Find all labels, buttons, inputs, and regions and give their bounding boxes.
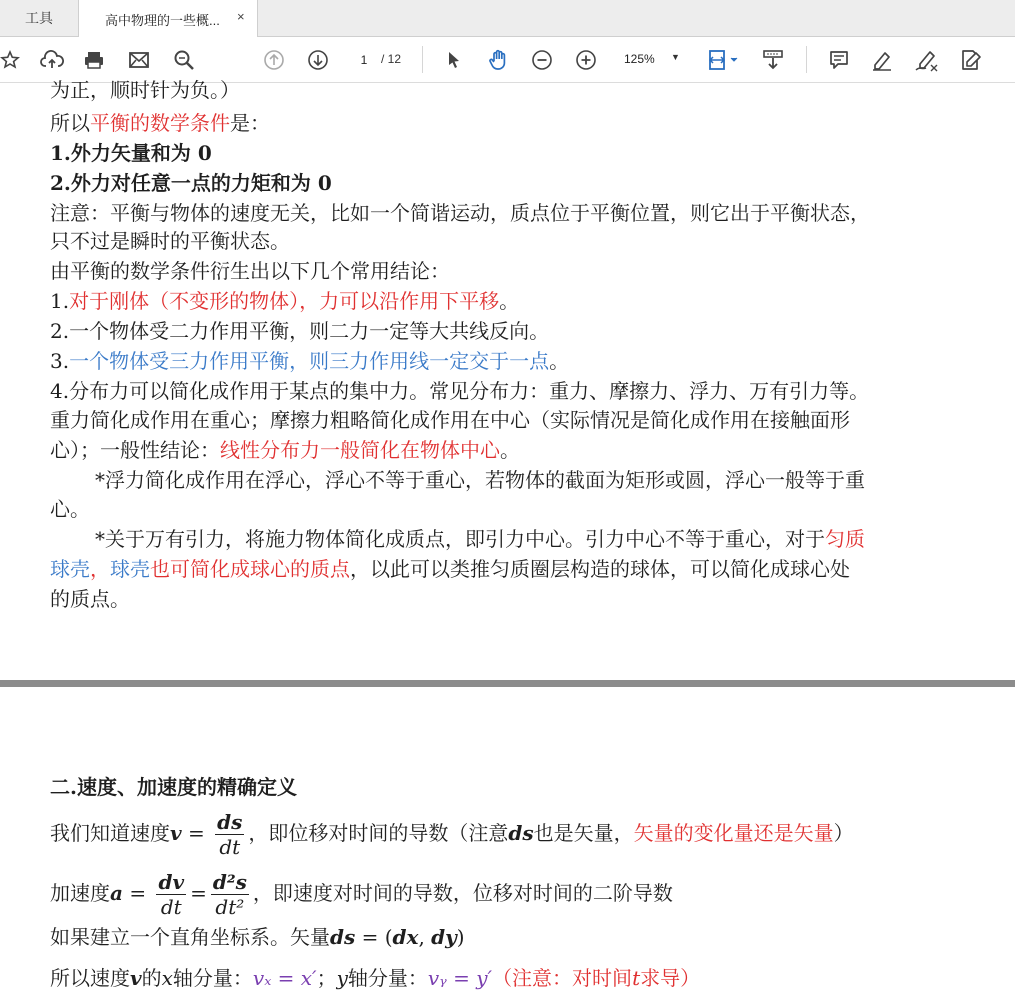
star-icon[interactable] (0, 37, 20, 82)
page-separator (0, 680, 1015, 687)
doc-line (50, 865, 673, 921)
page-total: / 12 (381, 52, 402, 66)
toolbar-divider (806, 46, 807, 73)
math-symbol: a (110, 881, 123, 905)
math-symbol: dy (431, 925, 457, 949)
doc-line: 由平衡的数学条件衍生出以下几个常用结论： (50, 259, 450, 283)
text-span: = (122, 881, 147, 905)
highlight-red: 矢量的变化量还是矢量 (633, 821, 834, 845)
doc-line (50, 805, 854, 861)
math-symbol: t (632, 966, 641, 990)
doc-line: 2.一个物体受二力作用平衡，则二力一定等大共线反向。 (50, 319, 550, 343)
doc-line: 1.外力矢量和为 0 (50, 141, 212, 165)
fraction (215, 810, 244, 859)
text-span: = (181, 821, 205, 845)
highlight-blue: 球壳 (50, 557, 90, 581)
text-span: ） (833, 821, 854, 845)
text-span: ； (316, 966, 337, 990)
doc-line (95, 524, 865, 554)
text-span: ，即速度对时间的导数，位移对时间的二阶导数 (252, 881, 673, 905)
doc-line: 注意：平衡与物体的速度无关，比如一个简谐运动，质点位于平衡位置，则它出于平衡状态， (50, 201, 870, 225)
text-span: 所以速度 (50, 966, 130, 990)
highlight-red: ， (90, 557, 110, 581)
text-span: 如果建立一个直角坐标系。矢量 (50, 925, 330, 949)
math-symbol: y (336, 966, 348, 990)
fraction-numerator: ds (217, 810, 243, 834)
text-span: 是： (230, 111, 270, 135)
document-view[interactable] (0, 78, 1015, 990)
math-symbol: dx (392, 925, 419, 949)
math-symbol: ds (508, 821, 534, 845)
highlight-red: 也可简化成球心的质点 (150, 557, 350, 581)
text-span: = (190, 881, 207, 905)
highlight-red: 求导） (640, 966, 701, 990)
highlight-blue: 一个物体受三力作用平衡，则三力作用线一定交于一点 (69, 349, 550, 373)
tab-document[interactable] (79, 0, 258, 37)
text-span: 所以 (50, 111, 90, 135)
doc-line: 为正，顺时针为负。） (50, 78, 240, 102)
fraction-denominator: dt (219, 835, 241, 859)
math-symbol: v (170, 821, 182, 845)
section-heading: 二.速度、加速度的精确定义 (50, 775, 297, 799)
fraction (211, 870, 249, 919)
text-span: 我们知道速度 (50, 821, 170, 845)
highlight-red: 平衡的数学条件 (90, 111, 230, 135)
text-span: ) (456, 925, 465, 949)
doc-line: 重力简化成作用在重心；摩擦力粗略简化成作用在中心（实际情况是简化成作用在接触面形 (50, 408, 850, 432)
tab-bar (0, 0, 1015, 37)
doc-line (50, 554, 850, 584)
sign-icon[interactable] (912, 37, 942, 82)
text-span: *关于万有引力，将施力物体简化成质点，即引力中心。引力中心不等于重心，对于 (95, 527, 825, 551)
page-up-icon[interactable] (260, 37, 288, 82)
math-symbol: v (130, 966, 142, 990)
doc-line: 2.外力对任意一点的力矩和为 0 (50, 171, 332, 195)
highlight-blue: 球壳 (110, 557, 150, 581)
highlight-red: （注意：对时间 (492, 966, 633, 990)
text-span: 3. (50, 349, 70, 373)
doc-line: 心。 (50, 497, 90, 521)
doc-line: 的质点。 (50, 587, 130, 611)
doc-line (50, 286, 519, 316)
keyboard-scroll-icon[interactable] (758, 37, 788, 82)
text-span: 。 (500, 438, 520, 462)
zoom-select[interactable] (614, 48, 688, 70)
math-symbol: ds (330, 925, 356, 949)
page-down-icon[interactable] (304, 37, 332, 82)
text-span: 轴分量： (347, 966, 428, 990)
doc-line: 只不过是瞬时的平衡状态。 (50, 229, 290, 253)
page-number-input[interactable]: 1 (347, 48, 381, 72)
doc-line: 4.分布力可以简化成作用于某点的集中力。常见分布力：重力、摩擦力、浮力、万有引力等。 (50, 379, 870, 403)
toolbar-divider (422, 46, 423, 73)
doc-line (50, 922, 465, 952)
doc-line (50, 346, 569, 376)
text-span: 轴分量： (172, 966, 253, 990)
text-span: = ( (355, 925, 393, 949)
math-symbol: x (161, 966, 173, 990)
zoom-value: 125% (624, 52, 655, 66)
zoom-out-icon[interactable] (528, 37, 556, 82)
fill-sign-icon[interactable] (955, 37, 985, 82)
text-span: ，以此可以类推匀质圈层构造的球体，可以简化成球心处 (350, 557, 850, 581)
text-span: 。 (549, 349, 570, 373)
tab-close-icon[interactable]: × (237, 9, 245, 24)
highlight-red: 线性分布力一般简化在物体中心 (220, 438, 500, 462)
doc-line: *浮力简化成作用在浮心，浮心不等于重心，若物体的截面为矩形或圆，浮心一般等于重 (95, 468, 865, 492)
fraction (156, 870, 186, 919)
text-span: 1. (50, 289, 70, 313)
chevron-down-icon: ▼ (671, 52, 680, 62)
tab-tools[interactable]: 工具 (0, 0, 79, 36)
highlight-red: 匀质 (825, 527, 865, 551)
fit-page-icon[interactable] (704, 37, 744, 82)
fraction-denominator: dt² (215, 895, 245, 919)
select-cursor-icon[interactable] (440, 37, 468, 82)
text-span: 心）；一般性结论： (50, 438, 220, 462)
math-expression: vₓ = x′ (252, 966, 317, 990)
zoom-in-icon[interactable] (572, 37, 600, 82)
doc-line (50, 435, 520, 465)
fraction-denominator: dt (160, 895, 182, 919)
text-span: 。 (499, 289, 520, 313)
text-span: , (418, 925, 432, 949)
highlight-red: 对于刚体（不变形的物体），力可以沿作用下平移 (69, 289, 500, 313)
fraction-numerator: dv (158, 870, 185, 894)
doc-line (50, 963, 700, 993)
comment-icon[interactable] (825, 37, 853, 82)
math-expression: vᵧ = y′ (427, 966, 493, 990)
fraction-numerator: d²s (212, 870, 247, 894)
text-span: ，即位移对时间的导数（注意 (248, 821, 509, 845)
highlight-pen-icon[interactable] (868, 37, 896, 82)
tab-document-title: 高中物理的一些概... (105, 13, 220, 28)
text-span: 加速度 (50, 881, 110, 905)
text-span: 的 (141, 966, 162, 990)
hand-tool-icon[interactable] (484, 37, 514, 82)
doc-line (50, 108, 270, 138)
text-span: 也是矢量， (533, 821, 634, 845)
